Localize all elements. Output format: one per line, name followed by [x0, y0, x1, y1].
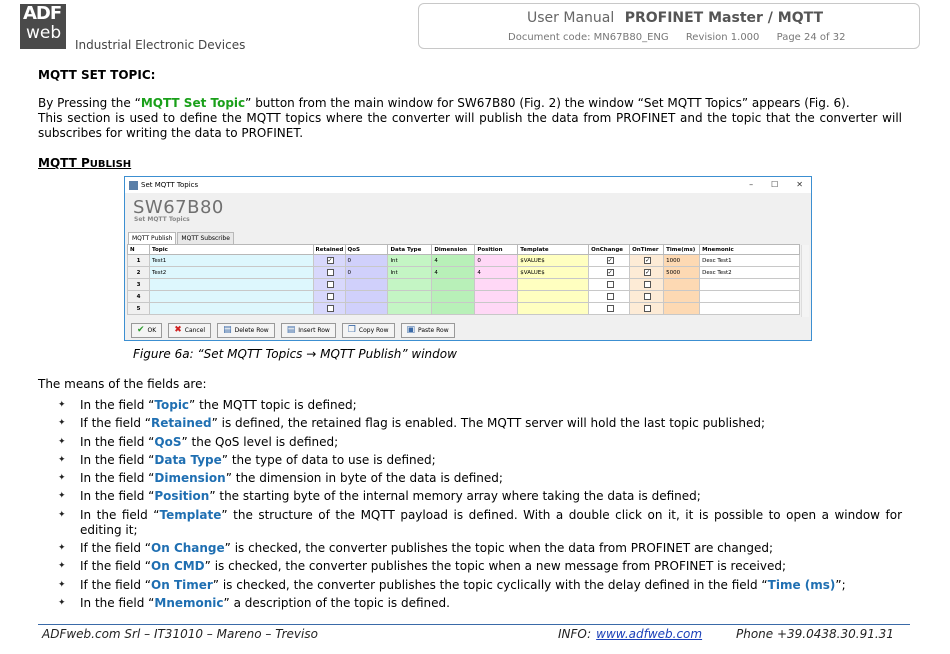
field-description-item [58, 596, 902, 611]
button-label: Cancel [184, 327, 206, 334]
table-cell-onchange [589, 279, 630, 291]
table-cell-retained [313, 303, 345, 315]
fields-list [58, 398, 902, 614]
check-icon: ✔ [137, 325, 145, 335]
bullet-icon: ✦ [58, 509, 66, 520]
button-label: OK [147, 327, 157, 334]
app-name: SW67B80 [133, 197, 224, 218]
field-text-post: ” the MQTT topic is defined; [189, 398, 357, 412]
table-cell-template[interactable]: $VALUE$ [518, 267, 589, 279]
table-cell-retained [313, 291, 345, 303]
field-description-item [58, 471, 902, 486]
field-text-post: ” the dimension in byte of the data is defined; [225, 471, 503, 486]
field-text-post: ” the structure of the MQTT payload is defined. With a double click on it, it is possible to open a window for editing it; [80, 507, 903, 537]
app-icon [129, 181, 138, 190]
bullet-icon: ✦ [58, 491, 66, 502]
set-mqtt-topics-window [124, 176, 812, 341]
table-cell-mnemonic[interactable] [700, 291, 800, 303]
vertical-scrollbar[interactable] [801, 245, 809, 317]
table-cell-onchange [589, 303, 630, 315]
table-cell-topic[interactable]: Test2 [149, 267, 313, 279]
button-label: Insert Row [298, 327, 330, 334]
table-cell-qos[interactable]: 0 [345, 255, 388, 267]
page-number: Page 24 of 32 [776, 32, 846, 43]
field-description-item [58, 578, 902, 593]
row-number: 5 [128, 303, 150, 315]
table-cell-template[interactable] [518, 279, 589, 291]
field-keyword: Time (ms) [767, 577, 836, 592]
field-keyword: QoS [154, 434, 182, 449]
ontimer-checkbox[interactable]: ✓ [645, 269, 651, 276]
table-cell-onchange [589, 267, 630, 279]
column-header: Retained [313, 245, 345, 255]
field-text-pre: If the field “ [80, 577, 152, 592]
button-label: Delete Row [234, 327, 269, 334]
row-number: 1 [128, 255, 150, 267]
table-cell-ontimer [630, 303, 664, 315]
button-bar [131, 323, 455, 338]
table-cell-dtype[interactable] [388, 291, 432, 303]
row-number: 3 [128, 279, 150, 291]
field-keyword: Dimension [154, 471, 226, 486]
table-cell-dim[interactable] [432, 279, 475, 291]
ontimer-checkbox[interactable] [644, 293, 651, 300]
field-description-item [58, 559, 902, 574]
field-description-item [58, 541, 902, 556]
bullet-icon: ✦ [58, 579, 66, 590]
window-titlebar [125, 177, 811, 193]
row-icon: ❐ [347, 325, 356, 335]
field-text-post: ” is defined, the retained flag is enabled. The MQTT server will hold the last topic published; [211, 416, 766, 431]
table-cell-qos[interactable] [345, 279, 388, 291]
onchange-checkbox[interactable] [607, 305, 614, 312]
table-row [128, 267, 800, 279]
subsection-title [38, 156, 131, 170]
manual-label: User Manual [527, 10, 615, 26]
fields-intro: The means of the fields are: [38, 377, 207, 391]
column-header: Mnemonic [700, 245, 800, 255]
bullet-icon: ✦ [58, 561, 66, 572]
intro-text-after: ” button from the main window for SW67B80 (Fig. 2) the window “Set MQTT Topics” appears (Fig. 6). [245, 96, 850, 110]
field-text-post: ”; [835, 577, 846, 592]
footer-info [558, 627, 702, 641]
retained-checkbox[interactable] [327, 269, 334, 276]
field-text-pre: If the field “ [80, 416, 152, 431]
retained-checkbox[interactable] [327, 305, 334, 312]
column-header: Position [475, 245, 518, 255]
retained-checkbox[interactable] [327, 281, 334, 288]
table-row [128, 291, 800, 303]
column-header: QoS [345, 245, 388, 255]
table-cell-time[interactable] [664, 279, 700, 291]
intro-paragraph [38, 96, 902, 141]
table-cell-pos[interactable]: 0 [475, 255, 518, 267]
field-description-item [58, 508, 902, 538]
footer-company: ADFweb.com Srl – IT31010 – Mareno – Treviso [42, 627, 318, 641]
bullet-icon: ✦ [58, 543, 66, 554]
field-description-item [58, 489, 902, 504]
table-cell-qos[interactable] [345, 291, 388, 303]
field-text-post: ” the type of data to use is defined; [221, 452, 436, 467]
table-cell-ontimer [630, 267, 664, 279]
paste-row-button[interactable] [401, 323, 455, 338]
field-description-item [58, 453, 902, 468]
table-cell-topic[interactable]: Test1 [149, 255, 313, 267]
table-cell-topic[interactable] [149, 279, 313, 291]
table-cell-mnemonic[interactable]: Desc Test2 [700, 267, 800, 279]
field-text-pre: In the field “ [80, 398, 155, 412]
table-cell-onchange [589, 291, 630, 303]
footer-divider [38, 624, 910, 625]
column-header: Topic [149, 245, 313, 255]
table-cell-time[interactable]: 5000 [664, 267, 700, 279]
table-cell-retained [313, 279, 345, 291]
table-cell-time[interactable] [664, 303, 700, 315]
onchange-checkbox[interactable]: ✓ [607, 257, 613, 264]
table-cell-ontimer [630, 255, 664, 267]
column-header: Time(ms) [664, 245, 700, 255]
field-keyword: On Change [151, 541, 225, 556]
field-text-pre: In the field “ [80, 452, 155, 467]
table-header-row [128, 245, 800, 255]
field-keyword: Position [154, 489, 210, 504]
adfweb-logo [20, 4, 66, 49]
table-cell-mnemonic[interactable]: Desc Test1 [700, 255, 800, 267]
company-tagline: Industrial Electronic Devices [75, 38, 246, 52]
section-title: MQTT SET TOPIC: [38, 68, 156, 82]
button-label: Paste Row [418, 327, 449, 334]
product-name: PROFINET Master / MQTT [624, 10, 824, 26]
field-keyword: Mnemonic [154, 595, 224, 610]
field-text-pre: If the field “ [80, 541, 152, 556]
table-cell-mnemonic[interactable] [700, 279, 800, 291]
table-cell-qos[interactable]: 0 [345, 267, 388, 279]
bullet-icon: ✦ [58, 436, 66, 447]
field-text-pre: In the field “ [80, 507, 160, 522]
table-cell-pos[interactable] [475, 279, 518, 291]
field-text-post: ” is checked, the converter publishes the topic when a new message from PROFINET is received; [204, 559, 787, 574]
field-keyword: Template [159, 507, 222, 522]
field-description-item [58, 435, 902, 450]
field-text-pre: If the field “ [80, 559, 152, 574]
cancel-button[interactable] [168, 323, 211, 338]
mqtt-set-topic-reference: MQTT Set Topic [140, 96, 246, 110]
table-cell-retained [313, 267, 345, 279]
table-cell-retained [313, 255, 345, 267]
footer-phone: Phone +39.0438.30.91.31 [736, 627, 894, 641]
table-cell-pos[interactable]: 4 [475, 267, 518, 279]
bullet-icon: ✦ [58, 597, 66, 608]
field-text-post: ” is checked, the converter publishes the topic when the data from PROFINET are changed; [224, 541, 773, 556]
window-controls [749, 180, 803, 189]
tab-mqtt-subscribe[interactable]: MQTT Subscribe [177, 232, 234, 245]
column-header: Template [518, 245, 589, 255]
table-cell-qos[interactable] [345, 303, 388, 315]
document-code: Document code: MN67B80_ENG [508, 32, 669, 43]
table-cell-dtype[interactable] [388, 279, 432, 291]
field-text-post: ” is checked, the converter publishes the topic cyclically with the delay defined in the field “ [212, 577, 768, 592]
footer-info-label: INFO: [558, 627, 592, 641]
table-cell-onchange [589, 255, 630, 267]
field-text-pre: In the field “ [80, 471, 155, 486]
table-row [128, 303, 800, 315]
logo-web-text: web [26, 23, 62, 43]
table-cell-dtype[interactable] [388, 303, 432, 315]
delete-row-button[interactable] [217, 323, 275, 338]
table-row [128, 255, 800, 267]
document-info [508, 32, 859, 43]
row-icon: ▣ [406, 325, 416, 335]
retained-checkbox[interactable] [327, 293, 334, 300]
table-cell-dtype[interactable]: Int [388, 255, 432, 267]
column-header: Data Type [388, 245, 432, 255]
column-header: OnTimer [630, 245, 664, 255]
table-cell-dtype[interactable]: Int [388, 267, 432, 279]
row-number: 2 [128, 267, 150, 279]
window-title: Set MQTT Topics [141, 181, 199, 189]
field-keyword: On Timer [151, 577, 213, 592]
column-header: Dimension [432, 245, 475, 255]
table-cell-template[interactable]: $VALUE$ [518, 255, 589, 267]
field-keyword: Topic [154, 398, 190, 412]
table-cell-dim[interactable]: 4 [432, 267, 475, 279]
minimize-icon[interactable]: – [749, 180, 754, 189]
tab-mqtt-publish[interactable]: MQTT Publish [128, 232, 176, 245]
ontimer-checkbox[interactable]: ✓ [645, 257, 651, 264]
field-text-post: ” a description of the topic is defined. [223, 595, 450, 610]
table-cell-dim[interactable] [432, 291, 475, 303]
row-icon: ▤ [223, 325, 232, 335]
field-description-item [58, 398, 902, 413]
button-label: Copy Row [358, 327, 389, 334]
column-header: OnChange [589, 245, 630, 255]
close-icon[interactable]: ✕ [796, 180, 803, 189]
bullet-icon: ✦ [58, 400, 66, 410]
field-keyword: Data Type [154, 452, 222, 467]
maximize-icon[interactable]: ☐ [771, 180, 779, 189]
insert-row-button[interactable] [281, 323, 336, 338]
table-cell-mnemonic[interactable] [700, 303, 800, 315]
x-icon: ✖ [174, 325, 182, 335]
table-cell-template[interactable] [518, 303, 589, 315]
onchange-checkbox[interactable] [607, 281, 614, 288]
ok-button[interactable] [131, 323, 162, 338]
topics-table [127, 244, 800, 315]
table-row [128, 279, 800, 291]
table-cell-pos[interactable] [475, 291, 518, 303]
field-text-pre: In the field “ [80, 489, 155, 504]
app-subtitle: Set MQTT Topics [134, 216, 190, 223]
field-keyword: On CMD [151, 559, 205, 574]
intro-text-before: By Pressing the “ [38, 96, 141, 110]
table-cell-template[interactable] [518, 291, 589, 303]
table-cell-dim[interactable] [432, 303, 475, 315]
copy-row-button[interactable] [342, 323, 395, 338]
column-header: N [128, 245, 150, 255]
ontimer-checkbox[interactable] [644, 305, 651, 312]
field-text-pre: In the field “ [80, 595, 155, 610]
document-header-box [418, 3, 920, 49]
table-cell-ontimer [630, 279, 664, 291]
table-cell-topic[interactable] [149, 303, 313, 315]
revision: Revision 1.000 [685, 32, 760, 43]
logo-adf-text: ADF [23, 3, 62, 24]
ontimer-checkbox[interactable] [644, 281, 651, 288]
subsection-title-first: MQTT P [38, 156, 90, 170]
field-description-item [58, 416, 902, 431]
table-cell-topic[interactable] [149, 291, 313, 303]
table-cell-dim[interactable]: 4 [432, 255, 475, 267]
table-cell-ontimer [630, 291, 664, 303]
table-cell-pos[interactable] [475, 303, 518, 315]
retained-checkbox[interactable]: ✓ [327, 257, 333, 264]
row-number: 4 [128, 291, 150, 303]
bullet-icon: ✦ [58, 473, 66, 484]
row-icon: ▤ [286, 325, 296, 335]
intro-text-line2: This section is used to define the MQTT topics where the converter will publish the data from PROFINET and the topic that the converter will subscribes for writing the data to PROFINET. [38, 111, 902, 140]
field-text-post: ” the starting byte of the internal memory array where taking the data is defined; [209, 489, 701, 504]
footer-website-link[interactable]: www.adfweb.com [596, 627, 703, 641]
field-text-pre: In the field “ [80, 434, 155, 449]
figure-caption: Figure 6a: “Set MQTT Topics → MQTT Publish” window [133, 347, 457, 361]
subsection-title-rest: UBLISH [89, 159, 132, 170]
onchange-checkbox[interactable]: ✓ [607, 269, 613, 276]
manual-title [527, 10, 823, 26]
table-cell-time[interactable]: 1000 [664, 255, 700, 267]
bullet-icon: ✦ [58, 454, 66, 465]
onchange-checkbox[interactable] [607, 293, 614, 300]
field-text-post: ” the QoS level is defined; [181, 434, 339, 449]
field-keyword: Retained [151, 416, 212, 431]
bullet-icon: ✦ [58, 418, 66, 429]
table-cell-time[interactable] [664, 291, 700, 303]
